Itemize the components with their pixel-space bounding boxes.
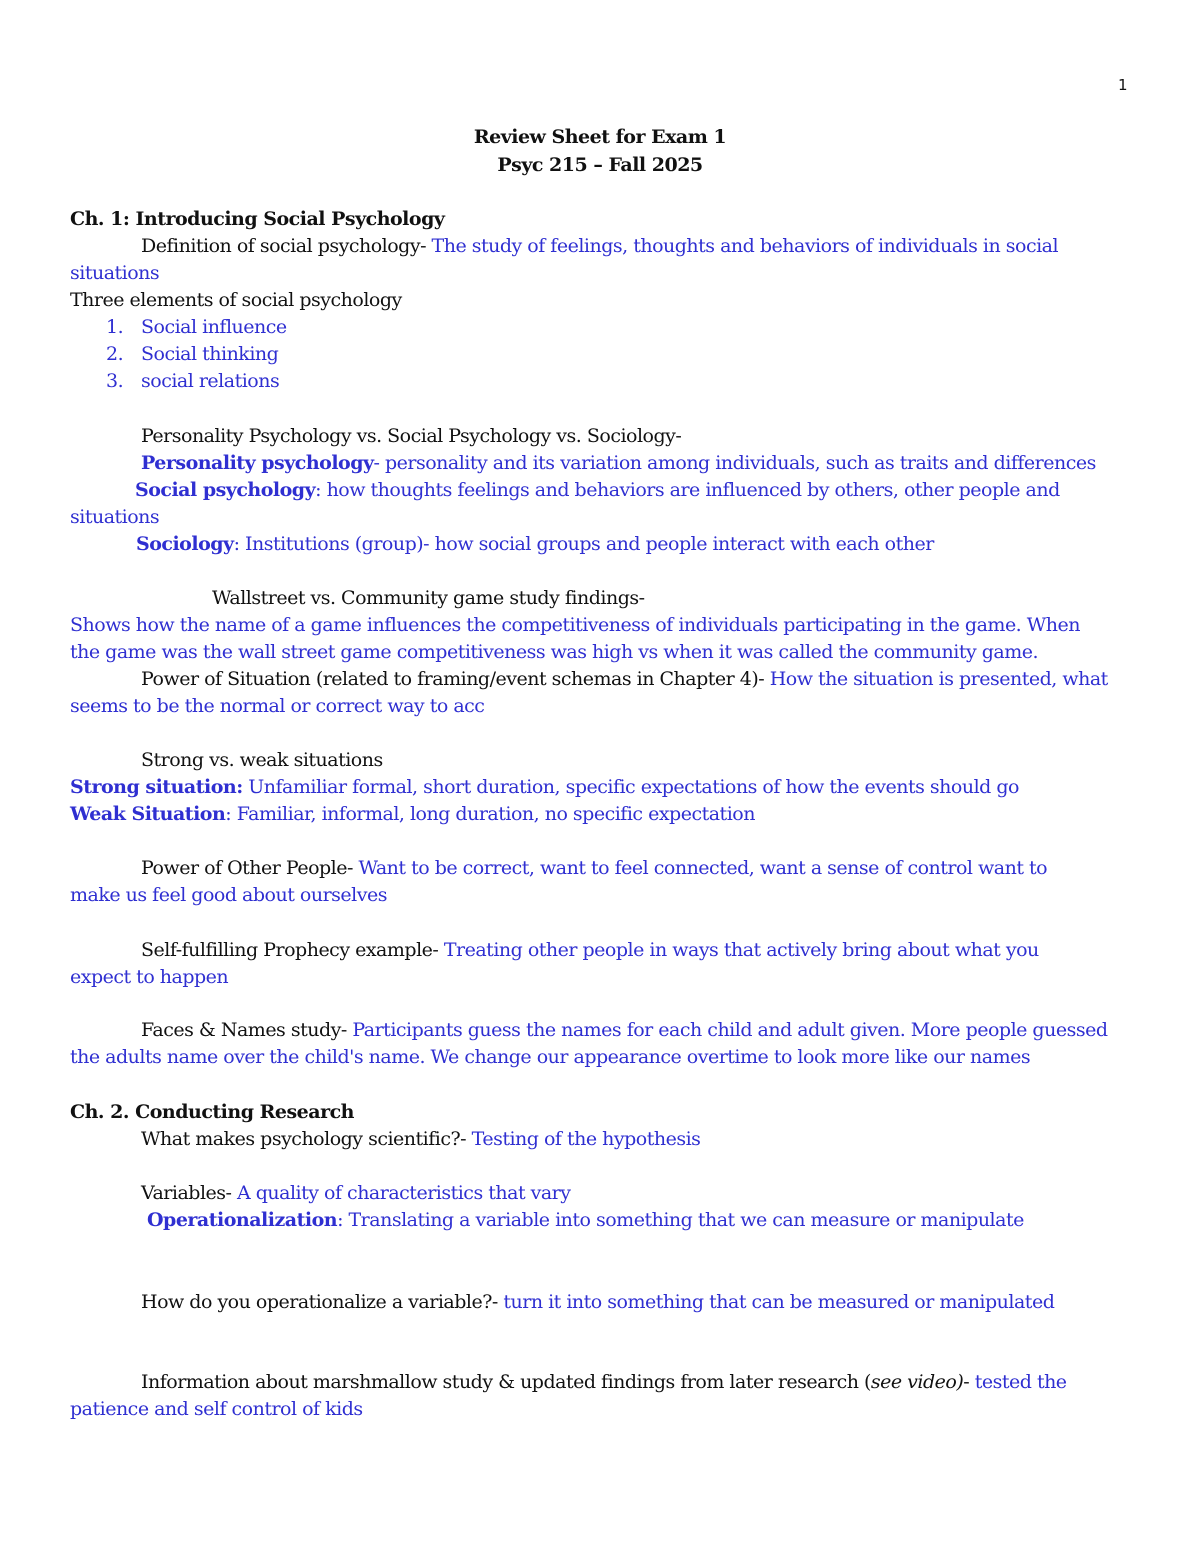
other-people-answer: Want to be correct, want to feel connected, want a sense of control want to: [352, 857, 1048, 879]
scientific-answer: Testing of the hypothesis: [466, 1128, 701, 1150]
list-item-text: Social thinking: [141, 343, 279, 365]
wallstreet-answer: Shows how the name of a game influences the competitiveness of individuals participating in the game. When: [70, 614, 1081, 636]
list-item: [70, 368, 1176, 395]
marshmallow-italic: see video): [870, 1371, 964, 1393]
situation-label: Power of Situation (related to framing/event schemas in Chapter 4)-: [141, 668, 765, 690]
sociology-line: [70, 531, 1200, 558]
prophecy-line: [70, 937, 1200, 964]
social-psych-line: [70, 477, 1200, 504]
strong-situation-line: [70, 774, 1140, 801]
how-label: How do you operationalize a variable?-: [141, 1291, 498, 1313]
personality-definition: - personality and its variation among individuals, such as traits and differences: [373, 452, 1096, 474]
strong-situation-definition: Unfamiliar formal, short duration, specific expectations of how the events should go: [242, 776, 1019, 798]
operationalization-term: Operationalization: [147, 1209, 338, 1231]
marshmallow-label: Information about marshmallow study & updated findings from later research (: [141, 1371, 871, 1393]
prophecy-answer: Treating other people in ways that actively bring about what you: [438, 939, 1039, 961]
operationalization-definition: : Translating a variable into something that we can measure or manipulate: [337, 1209, 1024, 1231]
wallstreet-label: Wallstreet vs. Community game study findings-: [212, 587, 645, 609]
three-elements-label: Three elements of social psychology: [70, 289, 402, 311]
definition-label: Definition of social psychology-: [141, 235, 426, 257]
faces-answer-cont: the adults name over the child's name. We change our appearance overtime to look more like our names: [70, 1046, 1031, 1068]
definition-answer-cont: situations: [70, 262, 160, 284]
how-line: [70, 1289, 1200, 1316]
other-people-answer-cont: make us feel good about ourselves: [70, 884, 387, 906]
variables-answer: A quality of characteristics that vary: [231, 1182, 571, 1204]
document-title: Review Sheet for Exam 1: [473, 126, 727, 148]
other-people-line: [70, 855, 1200, 882]
faces-label: Faces & Names study-: [141, 1019, 347, 1041]
wallstreet-answer-cont: the game was the wall street game competitiveness was high vs when it was called the community game.: [70, 641, 1039, 663]
comparison-label: Personality Psychology vs. Social Psychology vs. Sociology-: [141, 425, 682, 447]
definition-answer: The study of feelings, thoughts and behaviors of individuals in social: [426, 235, 1059, 257]
list-item-text: social relations: [141, 370, 280, 392]
how-answer: turn it into something that can be measured or manipulated: [497, 1291, 1055, 1313]
personality-line: [70, 450, 1200, 477]
list-item: [70, 341, 1176, 368]
ch1-heading: Ch. 1: Introducing Social Psychology: [70, 208, 445, 230]
definition-line: [70, 233, 1200, 260]
faces-answer: Participants guess the names for each child and adult given. More people guessed: [346, 1019, 1108, 1041]
weak-situation-definition: : Familiar, informal, long duration, no specific expectation: [225, 803, 755, 825]
list-number: 3.: [106, 370, 124, 392]
scientific-line: [70, 1126, 1200, 1153]
marshmallow-dash: -: [963, 1371, 970, 1393]
marshmallow-answer: tested the: [969, 1371, 1067, 1393]
prophecy-label: Self-fulfilling Prophecy example-: [141, 939, 439, 961]
sociology-term: Sociology: [136, 533, 234, 555]
ch2-heading: Ch. 2. Conducting Research: [70, 1101, 354, 1123]
social-psych-definition: : how thoughts feelings and behaviors are influenced by others, other people and: [315, 479, 1060, 501]
situation-answer-cont: seems to be the normal or correct way to acc: [70, 695, 485, 717]
marshmallow-line: [70, 1369, 1200, 1396]
situation-answer: How the situation is presented, what: [764, 668, 1108, 690]
marshmallow-answer-cont: patience and self control of kids: [70, 1398, 363, 1420]
variables-label: Variables-: [141, 1182, 232, 1204]
social-psych-term: Social psychology: [135, 479, 316, 501]
variables-line: [70, 1180, 1200, 1207]
page-number: 1: [1118, 76, 1128, 94]
weak-situation-term: Weak Situation: [70, 803, 226, 825]
sociology-definition: : Institutions (group)- how social groups and people interact with each other: [233, 533, 934, 555]
scientific-label: What makes psychology scientific?-: [141, 1128, 467, 1150]
list-number: 1.: [106, 316, 124, 338]
strong-weak-label: Strong vs. weak situations: [141, 749, 383, 771]
operationalization-line: [70, 1207, 1200, 1234]
personality-term: Personality psychology: [141, 452, 374, 474]
list-number: 2.: [106, 343, 124, 365]
social-psych-definition-cont: situations: [70, 506, 160, 528]
prophecy-answer-cont: expect to happen: [70, 966, 229, 988]
faces-line: [70, 1017, 1200, 1044]
situation-line: [70, 666, 1200, 693]
list-item: [70, 314, 1176, 341]
weak-situation-line: [70, 801, 1140, 828]
document-subtitle: Psyc 215 – Fall 2025: [497, 154, 703, 176]
other-people-label: Power of Other People-: [141, 857, 353, 879]
list-item-text: Social influence: [141, 316, 287, 338]
strong-situation-term: Strong situation:: [70, 776, 243, 798]
